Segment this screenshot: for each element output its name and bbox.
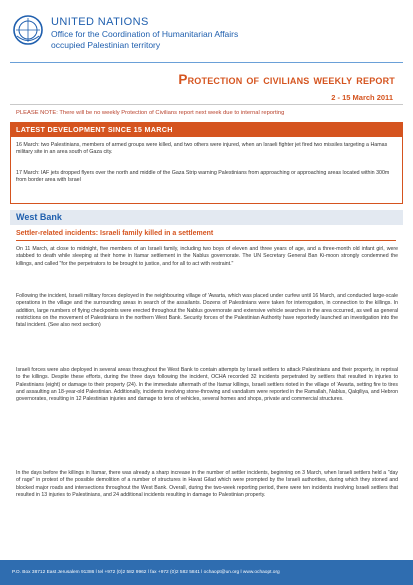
org-name: UNITED NATIONS: [51, 16, 149, 28]
org-territory: occupied Palestinian territory: [51, 40, 161, 50]
please-note: PLEASE NOTE: There will be no weekly Protection of Civilians report next week due to internal reporting: [16, 110, 285, 116]
body-paragraph: Israeli forces were also deployed in several areas throughout the West Bank to contain attempts by Israeli settlers to attack Palestinians and their property, in reprisal to the killings. Despite these efforts, during the three days following the incident, OCHA recorded 32 incidents perpetrated by settlers that resulted in injuries to Palestinians (eight) or damage to their property (24). In the immediate aftermath of the Itamar killings, Israeli settlers rioted in the village of 'Awarta, setting fire to tires and assaulting an 18-year-old Palestinian. Additionally, incidents involving stone-throwing and vandalism were reported in the Ramallah, Nablus, Qalqiliya, and Hebron governorates, resulting in 12 Palestinian injuries and damage to tens of vehicles, several homes and shops, private and commercial structures.: [16, 367, 398, 403]
report-header: [0, 0, 413, 62]
latest-paragraph: 16 March: two Palestinians, members of armed groups were killed, and two others were injured, when an Israeli fighter jet fired two missiles targeting a Hamas military site in an area south of Gaza city.: [16, 142, 388, 156]
subtitle-underline: [16, 240, 396, 241]
title-divider: [10, 104, 403, 105]
section-title: West Bank: [16, 212, 62, 222]
report-title: Protection of civilians weekly report: [178, 72, 395, 87]
latest-paragraph: 17 March: IAF jets dropped flyers over the north and middle of the Gaza Strip warning Palestinians from approaching or approaching areas located within 300m from border area with Israel: [16, 170, 390, 184]
section-bar: [10, 210, 403, 225]
footer-contact: P.O. Box 38712 East Jerusalem 91386 l tel +972 (0)2 582 9962 l fax +972 (0)2 582 5841 l ochaopt@un.org l www.ochaopt.org: [12, 570, 280, 575]
body-paragraph: Following the incident, Israeli military forces deployed in the neighbouring village of 'Awarta, which was placed under curfew until 16 March, and conducted large-scale operations in the village and the surrounding areas in search of the assailants. Dozens of Palestinians were taken for interrogation, in connection to the killings. In addition, large numbers of flying checkpoints were erected throughout the Nablus governorate and extensive vehicle searches in the area occurred, as well as general restrictions on the movement of Palestinians in the northern West Bank. Security forces of the Palestinian Authority have reportedly launched an investigation into the fatal incident. (See also next section): [16, 293, 398, 329]
latest-development-heading: LATEST DEVELOPMENT SINCE 15 MARCH: [16, 125, 173, 134]
un-emblem-icon: [12, 14, 44, 46]
body-paragraph: On 11 March, at close to midnight, five members of an Israeli family, including two boys of eleven and three years of age, and a three-month old infant girl, were stabbed to death while sleeping at their home in Itamar settlement in the Nablus governorate. The UN Secretary General Ban Ki-moon strongly condemned the killings, and called "for the perpetrators to be brought to justice, and for all to act with restraint.": [16, 246, 398, 267]
report-date: 2 - 15 March 2011: [331, 93, 393, 102]
body-paragraph: In the days before the killings in Itamar, there was already a sharp increase in the number of settler incidents, beginning on 3 March, when Israeli settlers held a "day of rage" in protest of the possible demolition of a number of structures in Havat Gilad which were prompted by the Israeli authorities, during which they stoned and blocked major roads and intersections throughout the West Bank. Overall, during the two-week reporting period, there were ten incidents involving Israeli settlers that resulted in 13 injuries to Palestinians, and 24 additional incidents resulting in damage to Palestinian property.: [16, 470, 398, 498]
org-office: Office for the Coordination of Humanitarian Affairs: [51, 29, 239, 39]
section-subtitle: Settler-related incidents: Israeli family killed in a settlement: [16, 230, 214, 237]
header-divider: [10, 62, 403, 63]
